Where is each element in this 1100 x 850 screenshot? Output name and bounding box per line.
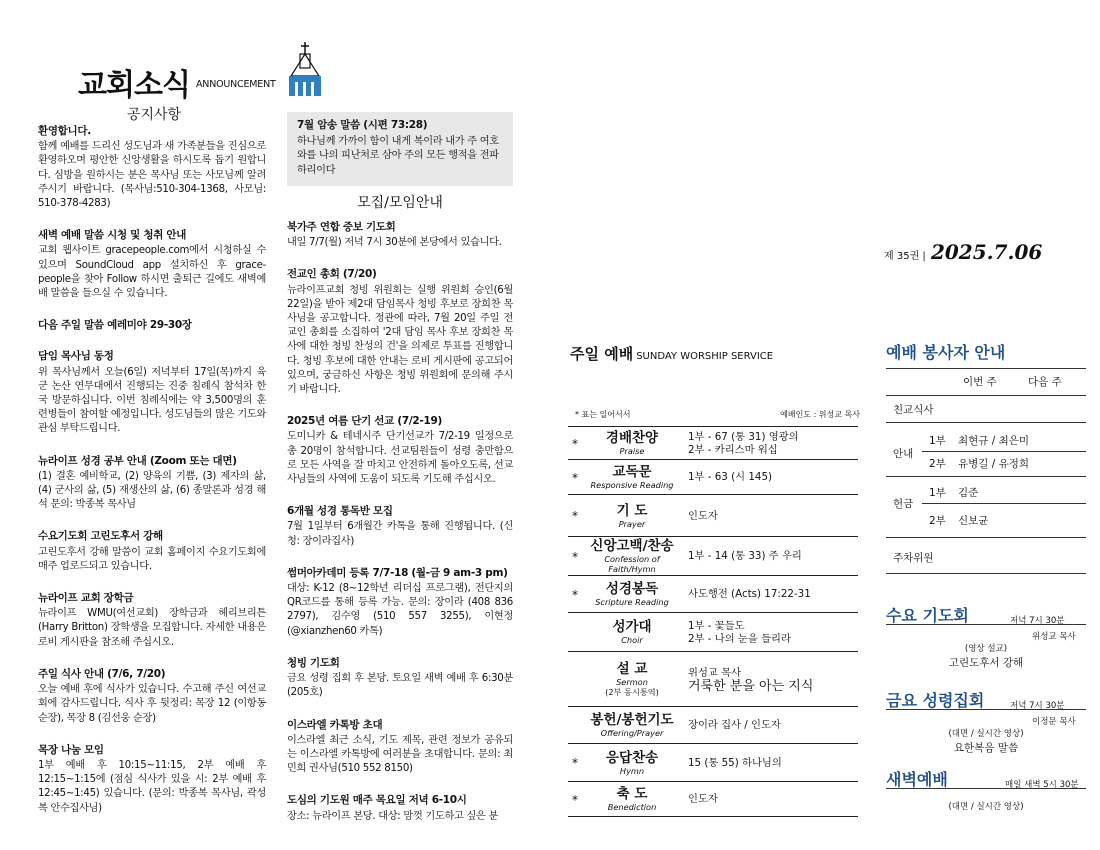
friday-time: 저녁 7시 30분 (1010, 701, 1065, 711)
worship-item-detail: 1부 - 67 (통 31) 영광의 2부 - 카리스마 워십 (688, 430, 799, 456)
issue-info (884, 240, 1042, 264)
worship-row (568, 651, 858, 707)
worship-title: 주일 예배 SUNDAY WORSHIP SERVICE (570, 345, 774, 363)
worship-item-name: 교독문 Responsive Reading (590, 464, 674, 490)
worship-row (568, 575, 858, 613)
stand-marker: * (572, 587, 578, 602)
stand-marker: * (572, 436, 578, 451)
recruit-heading: 모집/모임안내 (357, 194, 443, 211)
wednesday-speaker: 위성교 목사 (1032, 632, 1076, 642)
stand-note: * 표는 일어서서 (575, 410, 631, 419)
parking-label: 주차위원 (893, 552, 934, 564)
stand-marker: * (572, 756, 578, 770)
divider (886, 537, 1086, 538)
usher-2-names: 유병길 / 유정희 (958, 458, 1030, 470)
worship-row (568, 743, 858, 782)
worship-item-name: 성경봉독 Scripture Reading (595, 581, 669, 607)
announcement-item: 목장 나눔 모임 1부 예배 후 10:15~11:15, 2부 예배 후 12:15~1:15에 (점심 식사가 있을 시: 2부 예배 후 12:45~1:45) 있습니다. (문의: 박종복 목사님, 곽성복 안수집사님) (38, 743, 266, 814)
worship-item-detail: 위성교 목사 거룩한 분을 아는 지식 (688, 666, 814, 694)
next-week-label: 다음 주 (1028, 376, 1062, 388)
worship-item-name: 기 도 Prayer (616, 502, 648, 529)
friday-service-title: 금요 성령집회 (886, 691, 985, 710)
this-week-label: 이번 주 (963, 376, 997, 388)
worship-row (568, 459, 858, 495)
divider (886, 573, 1086, 574)
notice-heading: 공지사항 (126, 107, 182, 123)
divider (886, 368, 1086, 369)
offering-label: 헌금 (893, 498, 914, 510)
worship-row (568, 706, 858, 744)
issue-date: 2025.7.06 (930, 240, 1043, 264)
announcement-item: 이스라엘 카톡방 초대 이스라엘 최근 소식, 기도 제목, 관련 정보가 공유되는 이스라엘 카톡방에 여러분을 초대합니다. 문의: 최민희 권사님(510 552 8150) (287, 718, 513, 775)
divider (922, 503, 1086, 504)
stand-marker: * (572, 549, 578, 564)
worship-item-detail: 인도자 (688, 793, 718, 805)
announcement-item: 새벽 예배 말씀 시청 및 청취 안내 교회 웹사이트 gracepeople.com에서 시청하실 수 있으며 SoundCloud app 설치하신 후 grace-people을 찾아 Follow 하시면 출퇴근 길에도 새벽예배 말씀을 들으실 수 있습니다. (38, 229, 266, 300)
stand-marker: * (572, 792, 578, 807)
stand-marker: * (572, 470, 578, 485)
worship-item-detail: 장이라 집사 / 인도자 (688, 719, 781, 731)
announcements-col1 (38, 124, 266, 833)
servants-title: 예배 봉사자 안내 (886, 343, 1006, 362)
friday-speaker: 이정문 목사 (1032, 717, 1076, 727)
usher-label: 안내 (893, 448, 914, 460)
usher-2-label: 2부 (929, 458, 946, 470)
wednesday-topic: 고린도후서 강해 (948, 657, 1024, 669)
worship-row (568, 494, 858, 537)
divider (886, 422, 1086, 423)
worship-item-detail: 15 (통 55) 하나님의 (688, 756, 782, 769)
usher-1-names: 최현규 / 최은미 (958, 435, 1030, 447)
announcement-item: 2025년 여름 단기 선교 (7/2-19) 도미니카 & 테네시주 단기선교가 7/2-19 일정으로 총 20명이 참석합니다. 선교팀원들이 성령 충만함으로 모든 사역을 잘 마치고 안전하게 돌아오도록, 선교사님들의 사역에 도움이 되도록 기도해 주십시오. (287, 415, 513, 486)
memory-verse-title: 7월 암송 말씀 (시편 73:28) (297, 119, 428, 131)
announcement-item: 수요기도회 고린도후서 강해 고린도후서 강해 말씀이 교회 홈페이지 수요기도회에 매주 업로드되고 있습니다. (38, 530, 266, 572)
offering-1-label: 1부 (929, 487, 946, 499)
worship-item-detail: 사도행전 (Acts) 17:22-31 (688, 588, 811, 600)
stand-marker: * (572, 509, 578, 523)
friday-topic: 요한복음 말씀 (953, 742, 1019, 754)
dawn-service-title: 새벽예배 (886, 770, 948, 789)
worship-bottom-rule (568, 816, 858, 817)
offering-2-name: 신보균 (958, 515, 989, 527)
wednesday-mode: (영상 설교) (964, 644, 1008, 654)
announcement-item: 뉴라이프 교회 장학금 뉴라이프 WMU(여선교회) 장학금과 헤리브리튼(Harry Britton) 장학생을 모집합니다. 자세한 내용은 로비 게시판을 참조해 주십시오. (38, 592, 266, 648)
announcement-item: 뉴라이프 성경 공부 안내 (Zoom 또는 대면) (1) 결혼 예비학교, (2) 양육의 기쁨, (3) 제자의 삶, (4) 군사의 삶, (5) 재생산의 삶, (6) 종말론과 성경 해석 문의: 박종복 목사님 (38, 454, 266, 511)
divider (922, 451, 1086, 452)
usher-1-label: 1부 (929, 435, 946, 447)
memory-verse-text: 하나님께 가까이 함이 내게 복이라 내가 주 여호와를 나의 피난처로 삼아 주의 모든 행적을 전파하리이다 (297, 136, 499, 176)
divider (886, 476, 1086, 477)
announcement-item: 북가주 연합 중보 기도회 내일 7/7(월) 저녁 7시 30분에 본당에서 있습니다. (287, 221, 502, 249)
announcement-item: 다음 주일 말씀 예레미야 29-30장 (38, 319, 192, 332)
worship-item-name: 설 교 Sermon (2부 동시통역) (605, 661, 659, 697)
offering-1-name: 김준 (958, 487, 979, 499)
fellowship-label: 친교식사 (893, 404, 934, 416)
worship-item-name: 경배찬양 Praise (605, 430, 659, 456)
memory-verse-box (287, 112, 513, 186)
issue-label: 제 35권 | (884, 251, 926, 262)
worship-row (568, 426, 858, 460)
page-title: 교회소식 (78, 68, 190, 103)
worship-leader: 예배인도 : 위성교 목사 (780, 410, 860, 419)
announcement-item: 6개월 성경 통독반 모집 7월 1일부터 6개월간 카톡을 통해 진행됩니다. (신청: 장이라집사) (287, 505, 513, 547)
worship-note-row (575, 409, 860, 420)
announcement-item: 청빙 기도회 금요 성령 집회 후 본당. 토요일 새벽 예배 후 6:30분 (205호) (287, 656, 513, 699)
announcement-item: 환영합니다. 함께 예배를 드리신 성도님과 새 가족분들을 진심으로 환영하오며 평안한 신앙생활을 하시도록 돕기 원합니다. 심방을 원하시는 분은 목사님 또는 사모님께 알려 주시기 바랍니다. (목사님:510-304-1368, 사모님: 510-378-4283) (38, 125, 266, 210)
announcements-col2 (287, 112, 513, 841)
wednesday-prayer-title: 수요 기도회 (886, 606, 969, 625)
worship-row (568, 781, 858, 817)
worship-item-name: 봉헌/봉헌기도 Offering/Prayer (590, 712, 674, 738)
announcement-item: 주일 식사 안내 (7/6, 7/20) 오늘 예배 후에 식사가 있습니다. 수고해 주신 여선교회에 감사드립니다. 식사 후 뒷정리: 목장 12 (이항동 순장), 목장 8 (김선웅 순장) (38, 667, 266, 724)
announcement-item: 전교인 총회 (7/20) 뉴라이프교회 청빙 위원회는 실행 위원회 승인(6월 22일)을 받아 제2대 담임목사 청빙 후보로 장희찬 목사님을 공고합니다. 정관에 따라, 7월 20일 주일 전교인 총회를 소집하여 '2대 담임 목사 후보 장희찬 목사에 대한 청빙 찬성의 건'을 의제로 투표를 진행합니다. 청빙 후보에 대한 안내는 로비 게시판에 공고되어 있으며, 궁금하신 사항은 청빙 위원회에 문의해 주시기 바랍니다. (287, 268, 513, 396)
announcement-item: 도심의 기도원 매주 목요일 저녁 6-10시 장소: 뉴라이프 본당. 대상: 맘껏 기도하고 싶은 분 (287, 794, 499, 822)
worship-item-name: 성가대 Choir (612, 619, 652, 645)
church-icon (283, 40, 323, 98)
page-subtitle: ANNOUNCEMENT (196, 79, 276, 90)
wednesday-time: 저녁 7시 30분 (1010, 616, 1065, 626)
worship-row (568, 536, 858, 576)
dawn-mode: (대면 / 실시간 영상) (948, 802, 1024, 812)
announcement-item: 담임 목사님 동정 위 목사님께서 오늘(6일) 저녁부터 17일(목)까지 육군 논산 연무대에서 진행되는 진중 침례식 참석차 한국 방문하십니다. 이번 침례식에는 약 3,500명의 훈련병들이 참여할 예정입니다. 성도님들의 많은 기도와 관심 부탁드립니다. (38, 350, 266, 435)
worship-row (568, 612, 858, 652)
worship-item-name: 축 도 Benediction (607, 786, 657, 812)
worship-item-detail: 인도자 (688, 509, 718, 522)
friday-mode: (대면 / 실시간 영상) (948, 729, 1024, 739)
offering-2-label: 2부 (929, 515, 946, 527)
announcement-item: 썸머아카데미 등록 7/7-18 (월-금 9 am-3 pm) 대상: K-12 (8~12학년 리더십 프로그램), 전단지의 QR코드를 통해 등록 가능. 문의: 장이라 (408 836 2797), 김수영 (510 557 3255), 이현정(@xianzhen60 카톡) (287, 566, 513, 637)
worship-item-name: 신앙고백/찬송 Confession of Faith/Hymn (590, 538, 674, 574)
worship-item-detail: 1부 - 14 (통 33) 주 우리 (688, 550, 802, 562)
worship-item-detail: 1부 - 63 (시 145) (688, 471, 773, 483)
divider (886, 395, 1086, 396)
worship-item-detail: 1부 - 꽃들도 2부 - 나의 눈을 들리라 (688, 619, 791, 645)
worship-item-name: 응답찬송 Hymn (605, 749, 659, 776)
dawn-time: 매일 새벽 5시 30분 (1005, 780, 1079, 790)
